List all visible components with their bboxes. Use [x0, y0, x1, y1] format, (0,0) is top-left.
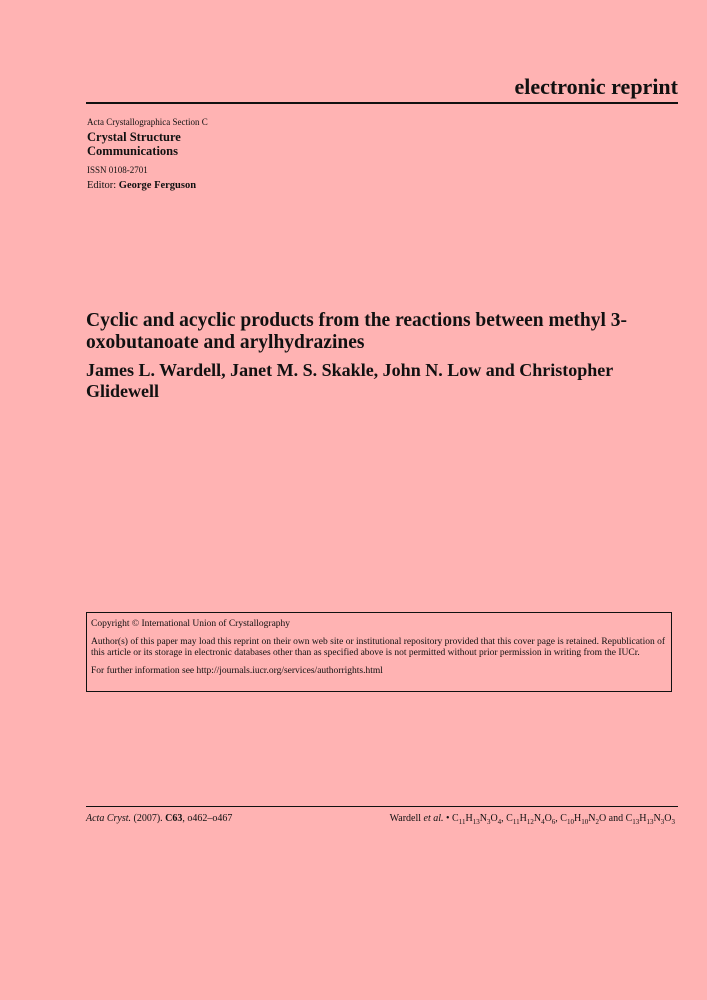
formula-element: C: [452, 813, 459, 824]
formula-subscript: 3: [486, 818, 491, 826]
editor-label: Editor:: [87, 180, 117, 191]
journal-info: [87, 117, 208, 191]
footer-formulas: Wardell et al. • $C_{11}H_{13}N_3O_4$, $C_{11}H_{12}N_4O_6$, $C_{10}H_{10}N_2O$ and $C_{13}H_{13}N_3O_3$: [389, 813, 675, 826]
formula-subscript: 13: [632, 818, 640, 826]
formula-element: C: [560, 813, 567, 824]
footer-journal-abbrev: Acta Cryst.: [86, 813, 131, 824]
formula-element: N: [479, 813, 487, 824]
footer-and: and: [608, 813, 624, 824]
formula-4: [626, 813, 675, 824]
electronic-reprint-banner: electronic reprint: [514, 74, 678, 99]
formula-subscript: 13: [472, 818, 480, 826]
formula-subscript: 10: [566, 818, 574, 826]
formula-2: [506, 813, 555, 824]
article-title: Cyclic and acyclic products from the reactions between methyl 3-oxobutanoate and arylhydrazines: [86, 310, 628, 353]
footer-year: (2007).: [133, 813, 163, 824]
formula-element: C: [625, 813, 633, 824]
copyright-notice: Author(s) of this paper may load this reprint on their own web site or institutional repository provided that this cover page is retained. Republication of this article or its storage in electronic databases other than as specified above is not permitted without prior permission in writing from the IUCr.: [91, 637, 665, 658]
formula-subscript: 6: [551, 818, 556, 826]
formula-subscript: 3: [660, 818, 665, 826]
journal-name: Acta Crystallographica Section C: [87, 117, 208, 127]
formula-subscript: 3: [671, 818, 675, 826]
footer-author: Wardell: [389, 813, 422, 824]
formula-subscript: 11: [512, 818, 520, 826]
formula-3: [560, 813, 606, 824]
formula-subscript: 2: [595, 818, 599, 826]
footer-rule: [86, 806, 678, 807]
formula-element: O: [490, 813, 498, 824]
journal-series: Crystal Structure Communications: [87, 130, 181, 158]
formula-subscript: 13: [646, 818, 654, 826]
journal-issn: ISSN 0108-2701: [87, 165, 148, 175]
formula-subscript: 4: [541, 818, 545, 826]
formula-subscript: 11: [458, 818, 466, 826]
formula-element: H: [465, 813, 473, 824]
copyright-box: [86, 612, 672, 692]
formula-element: H: [639, 813, 647, 824]
article-authors: James L. Wardell, Janet M. S. Skakle, John N. Low and Christopher Glidewell: [86, 360, 613, 401]
formula-element: O: [598, 813, 607, 824]
footer-pages: o462–o467: [187, 813, 233, 824]
footer-bullet: •: [446, 813, 450, 824]
formula-1: [452, 813, 501, 824]
copyright-line: Copyright © International Union of Crystallography: [91, 619, 291, 629]
formula-element: N: [588, 813, 596, 824]
formula-element: N: [653, 813, 661, 824]
copyright-further-info: For further information see http://journals.iucr.org/services/authorrights.html: [91, 666, 383, 676]
formula-subscript: 4: [497, 818, 502, 826]
banner-rule: [86, 102, 678, 104]
footer-et-al: et al.: [423, 813, 444, 824]
formula-element: O: [544, 813, 552, 824]
formula-element: C: [506, 813, 513, 824]
editor-name: George Ferguson: [118, 180, 197, 191]
footer-citation: Acta Cryst. (2007). C63, o462–o467: [86, 813, 233, 824]
formula-element: H: [573, 813, 582, 824]
formula-element: N: [533, 813, 542, 824]
formula-subscript: 12: [526, 818, 534, 826]
journal-editor: [87, 180, 208, 191]
formula-element: O: [664, 813, 672, 824]
formula-subscript: 10: [581, 818, 589, 826]
footer-volume: C63: [165, 813, 183, 824]
formula-element: H: [519, 813, 527, 824]
